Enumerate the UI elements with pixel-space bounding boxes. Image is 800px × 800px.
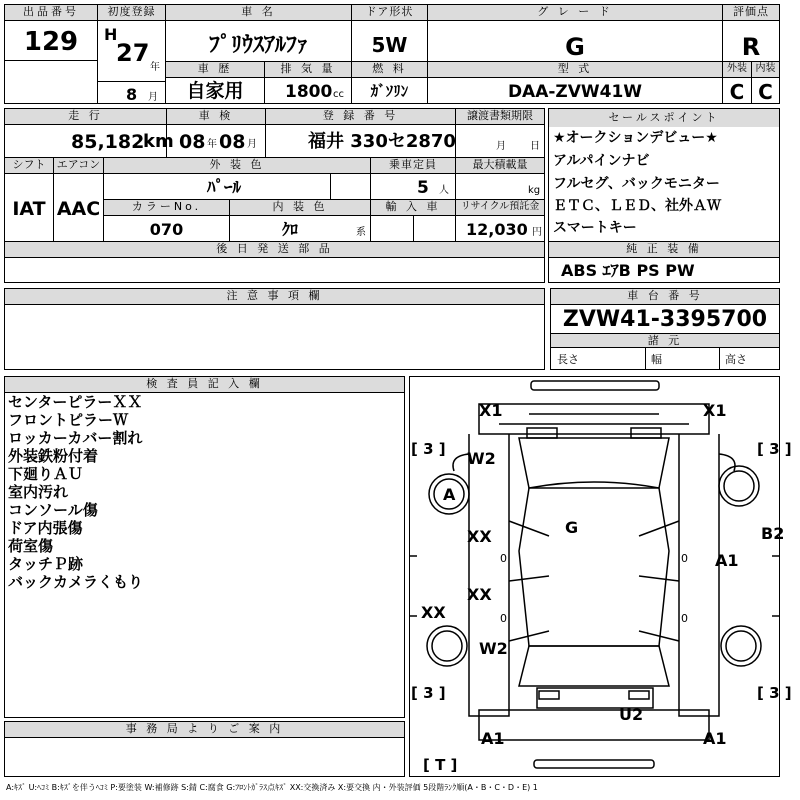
label-fender-fl: W2	[467, 449, 496, 468]
inspector-note: 外装鉄粉付着	[8, 447, 99, 465]
model-code-label: 型 式	[428, 62, 722, 78]
mileage: 85,182	[71, 131, 145, 153]
ext-color: ﾊﾟｰﾙ	[207, 178, 241, 198]
sales-point-line: スマートキー	[553, 220, 637, 236]
max-load-label: 最大積載量	[456, 158, 544, 174]
shift-label: シフト	[5, 158, 53, 174]
first-reg-label: 初度登録	[98, 5, 165, 21]
import-label: 輸 入 車	[371, 200, 455, 216]
legend: A:ｷｽﾞ U:ﾍｺﾐ B:ｷｽﾞを伴うﾍｺﾐ P:要塗装 W:補修跡 S:錆 C:腐食 G:ﾌﾛﾝﾄｶﾞﾗｽ点ｷｽﾞ XX:交換済み X:要交換 内・外装評価 5段階ﾗﾝｸ順(A・B・C・D・E) 1	[6, 783, 538, 792]
mark-door-fl: 0	[500, 552, 507, 565]
ac-cell	[53, 157, 104, 242]
inspector-note: ロッカーカバー割れ	[8, 429, 143, 447]
interior-label: 内装	[752, 62, 779, 78]
office-label: 事 務 局 よ り ご 案 内	[5, 722, 404, 738]
label-rocker-left: XX	[421, 603, 446, 622]
chassis-label: 車 台 番 号	[551, 289, 779, 305]
displacement-unit: cc	[333, 89, 344, 100]
chassis-box	[550, 288, 780, 370]
exterior-cell	[722, 61, 752, 104]
label-door-fr: A1	[715, 551, 739, 570]
label-spare: [ T ]	[423, 756, 458, 774]
lot-number: 129	[23, 27, 79, 57]
inspection-cell	[166, 108, 266, 158]
specs-label: 諸 元	[551, 333, 779, 348]
displacement-cell	[264, 61, 352, 104]
reg-year-unit: 年	[150, 62, 160, 73]
inspector-note: バックカメラくもり	[8, 573, 144, 591]
mileage-unit: km	[143, 131, 174, 152]
mileage-label: 走 行	[5, 109, 166, 125]
capacity: 5	[417, 178, 429, 198]
chassis-number: ZVW41-3395700	[562, 307, 768, 332]
label-rear-center: U2	[619, 705, 644, 724]
capacity-label: 乗車定員	[371, 158, 455, 174]
history: 自家用	[186, 80, 244, 102]
capacity-cell	[370, 157, 456, 200]
displacement: 1800	[285, 82, 333, 102]
inspection-month: 08	[219, 131, 246, 153]
mark-door-fr: 0	[681, 552, 688, 565]
ext-color-cell	[103, 157, 371, 200]
label-fender-fr: B2	[761, 524, 785, 543]
car-name-label: 車 名	[166, 5, 351, 21]
label-front-right: X1	[703, 401, 727, 420]
inspection-year-unit: 年	[207, 139, 217, 150]
mark-door-rl: 0	[500, 612, 507, 625]
inspector-note: フロントピラーＷ	[8, 411, 129, 429]
office-box	[4, 721, 405, 777]
caution-label: 注 意 事 項 欄	[5, 289, 544, 305]
inspector-note: コンソール傷	[8, 501, 98, 519]
transfer-day-unit: 日	[530, 141, 540, 152]
length-label: 長さ	[557, 353, 579, 366]
mileage-cell	[4, 108, 174, 158]
max-load-unit: kg	[528, 185, 541, 196]
inspector-note: ドア内張傷	[8, 519, 83, 537]
inspector-label: 検 査 員 記 入 欄	[5, 377, 404, 393]
car-name-cell	[165, 4, 352, 62]
lot-number-cell	[4, 4, 98, 61]
air-conditioner: AAC	[56, 198, 101, 220]
car-name: ﾌﾟﾘｳｽｱﾙﾌｧ	[208, 33, 308, 58]
grade: G	[565, 33, 585, 61]
equipment-label: 純 正 装 備	[549, 242, 779, 258]
label-tire-fr: [ 3 ]	[757, 440, 792, 458]
door-label: ドア形状	[352, 5, 427, 21]
transfer-month-unit: 月	[496, 141, 506, 152]
plate-label: 登 録 番 号	[266, 109, 455, 125]
model-code: DAA-ZVW41W	[507, 82, 643, 102]
ac-label: エアコン	[54, 158, 103, 174]
door-type: 5W	[371, 33, 408, 57]
model-code-cell	[427, 61, 723, 104]
transfer-cell	[455, 108, 545, 158]
recycle-cell	[455, 199, 545, 242]
reg-year: 27	[116, 39, 150, 67]
history-cell	[165, 61, 265, 104]
inspector-note: タッチＰ跡	[8, 555, 84, 573]
sales-point-line: フルセグ、バックモニター	[553, 176, 720, 192]
era-letter: H	[104, 25, 118, 44]
caution-box	[4, 288, 545, 370]
int-color: ｸﾛ	[281, 220, 298, 239]
displacement-label: 排 気 量	[265, 62, 351, 78]
inspector-note: 室内汚れ	[8, 483, 69, 501]
label-rear-left: A1	[481, 729, 505, 748]
plate-cell	[265, 108, 456, 158]
max-load-cell	[455, 157, 545, 200]
int-color-label: 内 装 色	[230, 200, 370, 216]
exterior-grade: C	[729, 80, 745, 104]
reg-month-unit: 月	[148, 92, 158, 103]
import-cell	[370, 199, 456, 242]
lot-number-label: 出品番号	[5, 5, 97, 21]
history-label: 車 歴	[166, 62, 264, 78]
sales-point-line: ＥＴＣ、ＬＥＤ、社外ＡＷ	[553, 198, 721, 214]
inspection-label: 車 検	[167, 109, 265, 125]
recycle-label: リサイクル預託金	[456, 200, 544, 216]
inspector-note: 下廻りＡＵ	[8, 465, 84, 483]
int-color-cell	[229, 199, 371, 242]
later-parts-label: 後 日 発 送 部 品	[5, 242, 544, 258]
int-color-unit: 系	[356, 227, 366, 238]
label-tire-rr: [ 3 ]	[757, 684, 792, 702]
label-fender-rl: W2	[479, 639, 508, 658]
width-label: 幅	[651, 353, 662, 366]
label-wheel-fl: A	[443, 485, 456, 504]
later-parts-cell	[4, 241, 545, 283]
sales-points-label: セールスポイント	[549, 109, 779, 127]
inspector-note: 荷室傷	[8, 537, 54, 555]
car-diagram	[409, 376, 792, 777]
equipment-list: ABS ｴｱB PS PW	[561, 261, 695, 280]
sales-point-line: アルパインナビ	[553, 153, 650, 169]
equipment-box	[548, 241, 780, 283]
transfer-label: 譲渡書類期限	[456, 109, 544, 125]
exterior-label: 外装	[723, 62, 751, 78]
door-cell	[351, 4, 428, 62]
color-no-cell	[103, 199, 230, 242]
ext-color-label: 外 装 色	[104, 158, 370, 174]
inspector-note: センターピラーＸＸ	[8, 393, 143, 411]
color-no-label: カラーNo.	[104, 200, 229, 216]
label-front-left: X1	[479, 401, 503, 420]
inspection-month-unit: 月	[247, 139, 257, 150]
color-number: 070	[149, 220, 184, 239]
grade-label: グ レ ー ド	[428, 5, 722, 21]
score-cell	[722, 4, 780, 62]
capacity-unit: 人	[439, 185, 449, 196]
grade-cell	[427, 4, 723, 62]
lot-number-blank	[4, 60, 98, 104]
mark-door-rr: 0	[681, 612, 688, 625]
interior-grade: C	[758, 80, 773, 104]
first-reg-cell	[97, 4, 166, 104]
label-door-fl: XX	[467, 527, 492, 546]
recycle-deposit: 12,030	[466, 220, 528, 239]
label-door-rl: XX	[467, 585, 492, 604]
plate-number: 福井 330セ2870	[308, 131, 456, 152]
fuel-cell	[351, 61, 428, 104]
sales-point-line: ★オークションデビュー★	[553, 130, 718, 146]
reg-month: 8	[126, 85, 138, 104]
fuel-label: 燃 料	[352, 62, 427, 78]
label-tire-rl: [ 3 ]	[411, 684, 446, 702]
label-tire-fl: [ 3 ]	[411, 440, 446, 458]
inspection-year: 08	[179, 131, 206, 153]
fuel: ｶﾞｿﾘﾝ	[370, 82, 409, 100]
height-label: 高さ	[725, 353, 747, 366]
label-roof: G	[565, 518, 579, 537]
interior-cell	[751, 61, 780, 104]
recycle-unit: 円	[532, 227, 542, 238]
score-label: 評価点	[723, 5, 779, 21]
shift-cell	[4, 157, 54, 242]
score: R	[741, 33, 761, 61]
label-rear-right: A1	[703, 729, 727, 748]
shift: IAT	[12, 198, 46, 220]
